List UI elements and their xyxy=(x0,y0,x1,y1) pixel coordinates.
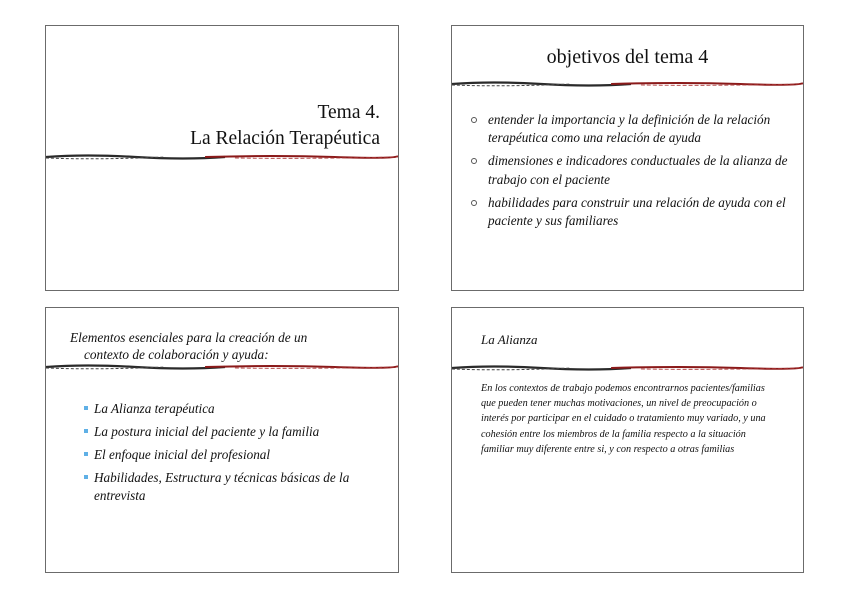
brush-stroke-divider xyxy=(46,152,398,162)
slide-3-elements[interactable] xyxy=(45,307,399,573)
slide-1-heading xyxy=(190,100,380,152)
slide-1-title-line1: Tema 4. xyxy=(317,102,380,123)
slide-3-heading-line1: Elementos esenciales para la creación de un xyxy=(70,330,308,345)
circle-bullet-icon xyxy=(471,158,477,164)
circle-bullet-icon xyxy=(471,117,477,123)
slide-1-title-line2: La Relación Terapéutica xyxy=(190,128,380,149)
list-item: dimensiones e indicadores conductuales de la alianza de trabajo con el paciente xyxy=(488,152,788,188)
list-item: La postura inicial del paciente y la familia xyxy=(94,423,384,441)
square-bullet-icon xyxy=(84,406,88,410)
brush-stroke-divider xyxy=(452,363,803,373)
brush-stroke-divider xyxy=(452,79,803,89)
list-item: habilidades para construir una relación de ayuda con el paciente y sus familiares xyxy=(488,194,788,230)
circle-bullet-icon xyxy=(471,200,477,206)
square-bullet-icon xyxy=(84,429,88,433)
objectives-list xyxy=(488,111,788,235)
list-item: entender la importancia y la definición de la relación terapéutica como una relación de ayuda xyxy=(488,111,788,147)
slide-2-title: objetivos del tema 4 xyxy=(546,46,709,68)
square-bullet-icon xyxy=(84,452,88,456)
slide-1-title[interactable] xyxy=(45,25,399,291)
slide-4-body-text: En los contextos de trabajo podemos encontrarnos pacientes/familias que pueden tener muchas motivaciones, un nivel de preocupación o interés por participar en el cuidado o tratamiento muy variado, y una cohesión entre los miembros de la familia respecto a la situación familiar muy diferente entre si, y con respecto a otras familias xyxy=(481,383,766,455)
slide-4-alliance[interactable] xyxy=(451,307,804,573)
brush-stroke-divider xyxy=(46,362,398,372)
square-bullet-icon xyxy=(84,475,88,479)
list-item: La Alianza terapéutica xyxy=(94,400,384,418)
slide-3-heading xyxy=(70,329,370,363)
list-item: Habilidades, Estructura y técnicas básicas de la entrevista xyxy=(94,469,384,505)
elements-list xyxy=(94,400,384,510)
list-item: El enfoque inicial del profesional xyxy=(94,446,384,464)
slide-3-heading-line2: contexto de colaboración y ayuda: xyxy=(84,347,269,362)
slide-4-heading: La Alianza xyxy=(481,332,538,347)
slide-2-objectives[interactable] xyxy=(451,25,804,291)
